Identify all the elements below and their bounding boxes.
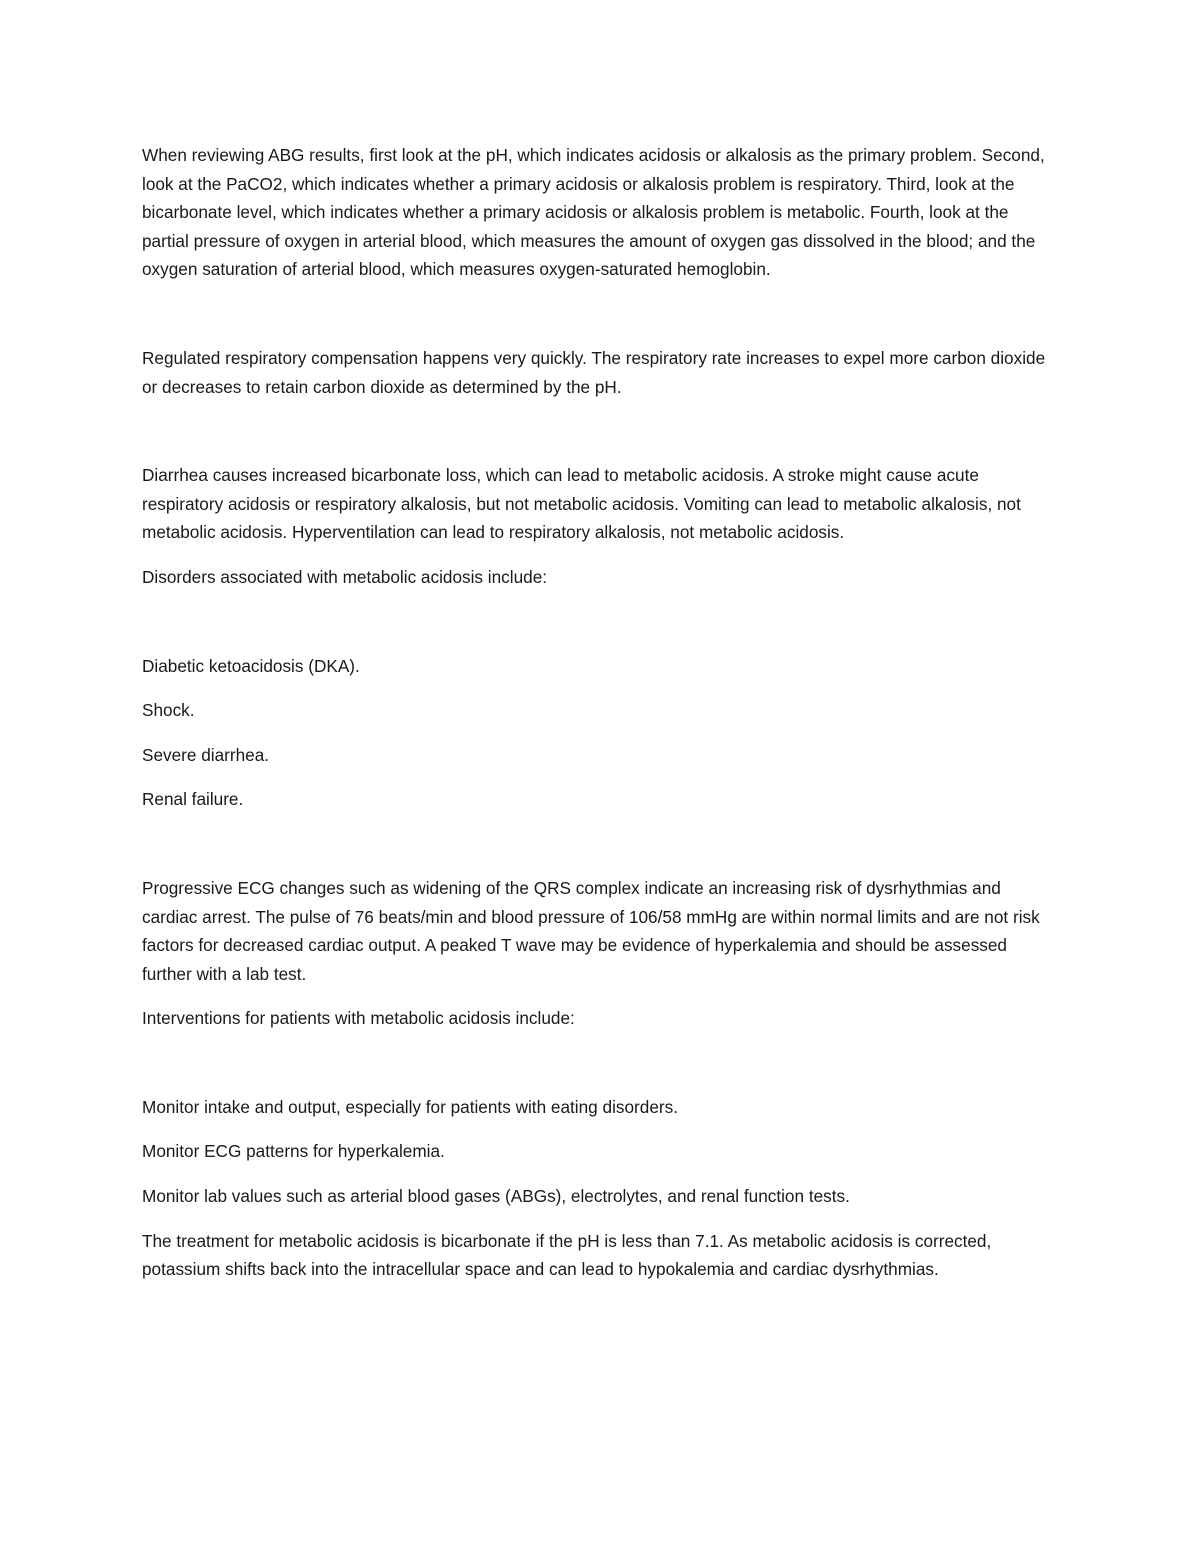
paragraph-ecg-changes: Progressive ECG changes such as widening of the QRS complex indicate an increasing risk of dysrhythmias and cardiac arrest. The pulse of 76 beats/min and blood pressure of 106/58 mmHg are within normal limits and are not risk factors for decreased cardiac output. A peaked T wave may be evidence of hyperkalemia and should be assessed further with a lab test. [142, 877, 1040, 984]
paragraph-disorders-heading: Disorders associated with metabolic acidosis include: [142, 566, 548, 587]
list-item-severe-diarrhea: Severe diarrhea. [142, 744, 270, 765]
paragraph-diarrhea-causes: Diarrhea causes increased bicarbonate loss, which can lead to metabolic acidosis. A stroke might cause acute respiratory acidosis or respiratory alkalosis, but not metabolic acidosis. Vomiting can lead to metabolic alkalosis, not metabolic acidosis. Hyperventilation can lead to respiratory alkalosis, not metabolic acidosis. [142, 465, 1021, 543]
paragraph-interventions-heading: Interventions for patients with metabolic acidosis include: [142, 1008, 575, 1029]
list-item-monitor-ecg: Monitor ECG patterns for hyperkalemia. [142, 1141, 445, 1162]
list-item-shock: Shock. [142, 700, 195, 721]
list-item-monitor-intake: Monitor intake and output, especially for patients with eating disorders. [142, 1096, 678, 1117]
list-item-renal-failure: Renal failure. [142, 789, 244, 810]
list-item-dka: Diabetic ketoacidosis (DKA). [142, 655, 360, 676]
paragraph-respiratory-compensation: Regulated respiratory compensation happens very quickly. The respiratory rate increases to expel more carbon dioxide or decreases to retain carbon dioxide as determined by the pH. [142, 347, 1046, 397]
paragraph-abg-review: When reviewing ABG results, first look at the pH, which indicates acidosis or alkalosis as the primary problem. Second, look at the PaCO2, which indicates whether a primary acidosis or alkalosis problem is respiratory. Third, look at the bicarbonate level, which indicates whether a primary acidosis or alkalosis problem is metabolic. Fourth, look at the partial pressure of oxygen in arterial blood, which measures the amount of oxygen gas dissolved in the blood; and the oxygen saturation of arterial blood, which measures oxygen-saturated hemoglobin. [142, 145, 1045, 280]
paragraph-treatment: The treatment for metabolic acidosis is bicarbonate if the pH is less than 7.1. As metabolic acidosis is corrected, potassium shifts back into the intracellular space and can lead to hypokalemia and cardiac dysrhythmias. [142, 1230, 992, 1280]
list-item-monitor-labs: Monitor lab values such as arterial blood gases (ABGs), electrolytes, and renal function tests. [142, 1186, 850, 1207]
document-body [142, 141, 1057, 1284]
